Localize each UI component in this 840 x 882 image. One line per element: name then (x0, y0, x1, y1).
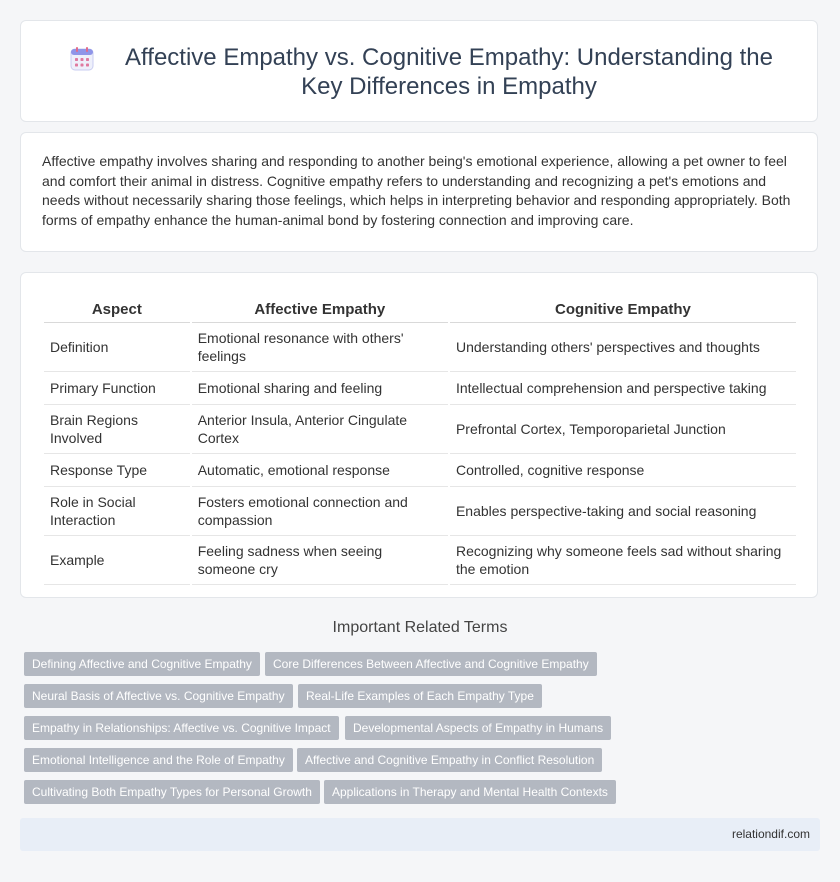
table-cell: Example (44, 536, 190, 585)
table-header-row (44, 293, 796, 323)
footer-site-link[interactable]: relationdif.com (731, 827, 810, 841)
page-title: Affective Empathy vs. Cognitive Empathy: Understanding the Key Differences in Empathy (125, 44, 773, 100)
table-row (44, 536, 796, 585)
comparison-table (42, 293, 798, 585)
table-cell: Definition (44, 323, 190, 372)
related-term-chip[interactable]: Cultivating Both Empathy Types for Personal Growth (24, 780, 320, 804)
column-header-affective: Affective Empathy (192, 293, 448, 323)
column-header-aspect: Aspect (44, 293, 190, 323)
intro-paragraph: Affective empathy involves sharing and responding to another being's emotional experience, allowing a pet owner to feel and comfort their animal in distress. Cognitive empathy refers to understanding and recognizing a pet's emotions and needs without necessarily sharing those feelings, which helps in interpreting behavior and responding appropriately. Both forms of empathy enhance the human-animal bond by fostering connection and improving care. (42, 153, 791, 228)
table-cell: Recognizing why someone feels sad without sharing the emotion (450, 536, 796, 585)
related-term-chip[interactable]: Affective and Cognitive Empathy in Conflict Resolution (297, 748, 602, 772)
table-cell: Emotional sharing and feeling (192, 372, 448, 405)
header-card (20, 20, 818, 122)
calendar-icon (69, 46, 95, 72)
table-cell: Controlled, cognitive response (450, 454, 796, 487)
table-cell: Feeling sadness when seeing someone cry (192, 536, 448, 585)
table-row (44, 372, 796, 405)
table-cell: Automatic, emotional response (192, 454, 448, 487)
table-row (44, 454, 796, 487)
table-cell: Intellectual comprehension and perspective taking (450, 372, 796, 405)
table-cell: Understanding others' perspectives and thoughts (450, 323, 796, 372)
table-row (44, 405, 796, 454)
related-term-chip[interactable]: Neural Basis of Affective vs. Cognitive Empathy (24, 684, 293, 708)
table-cell: Anterior Insula, Anterior Cingulate Cortex (192, 405, 448, 454)
table-cell: Prefrontal Cortex, Temporoparietal Junction (450, 405, 796, 454)
footer-bar (20, 818, 820, 851)
comparison-card (20, 272, 818, 598)
table-cell: Primary Function (44, 372, 190, 405)
related-term-chip[interactable]: Empathy in Relationships: Affective vs. Cognitive Impact (24, 716, 339, 740)
table-row (44, 487, 796, 536)
table-cell: Enables perspective-taking and social reasoning (450, 487, 796, 536)
related-term-chip[interactable]: Real-Life Examples of Each Empathy Type (298, 684, 542, 708)
related-term-chip[interactable]: Core Differences Between Affective and Cognitive Empathy (265, 652, 597, 676)
related-term-chip[interactable]: Applications in Therapy and Mental Health Contexts (324, 780, 616, 804)
table-cell: Response Type (44, 454, 190, 487)
table-cell: Fosters emotional connection and compassion (192, 487, 448, 536)
table-row (44, 323, 796, 372)
related-term-chip[interactable]: Defining Affective and Cognitive Empathy (24, 652, 260, 676)
related-term-chip[interactable]: Developmental Aspects of Empathy in Humans (345, 716, 611, 740)
related-term-chip[interactable]: Emotional Intelligence and the Role of Empathy (24, 748, 293, 772)
table-cell: Brain Regions Involved (44, 405, 190, 454)
table-cell: Emotional resonance with others' feelings (192, 323, 448, 372)
table-cell: Role in Social Interaction (44, 487, 190, 536)
related-terms-title: Important Related Terms (332, 619, 508, 636)
column-header-cognitive: Cognitive Empathy (450, 293, 796, 323)
intro-card (20, 132, 818, 252)
